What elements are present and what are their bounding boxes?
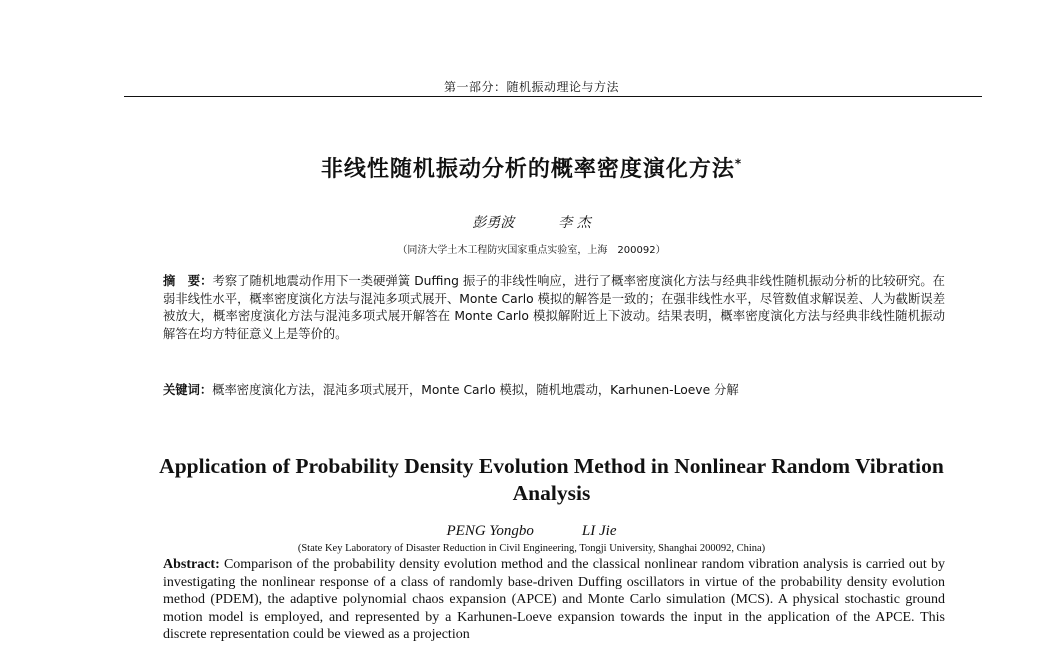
title-footnote-mark: * xyxy=(734,156,743,171)
chinese-keywords xyxy=(163,382,945,399)
english-title: Application of Probability Density Evolution Method in Nonlinear Random Vibration Analysis xyxy=(159,454,944,505)
english-author-1: PENG Yongbo xyxy=(446,523,534,539)
chinese-author-1: 彭勇波 xyxy=(472,215,515,231)
chinese-abstract-text: 考察了随机地震动作用下一类硬弹簧 Duffing 振子的非线性响应，进行了概率密度演化方法与经典非线性随机振动分析的比较研究。在弱非线性水平，概率密度演化方法与混沌多项式展开、Monte Carlo 模拟的解答是一致的；在强非线性水平，尽管数值求解误差、人为截断误差被放大，概率密度演化方法与混沌多项式展开解答在 Monte Carlo 模拟解附近上下波动。结果表明，概率密度演化方法与经典非线性随机振动解答在均方特征意义上是等价的。 xyxy=(163,274,945,341)
chinese-keywords-label: 关键词： xyxy=(163,383,213,397)
english-authors xyxy=(0,523,1063,540)
english-abstract-text: Comparison of the probability density evolution method and the classical nonlinear random vibration analysis is carried out by investigating the nonlinear response of a class of randomly base-driven Duffing oscillators in virtue of the probability density evolution method (PDEM), the adaptive polynomial chaos expansion (APCE) and Monte Carlo simulation (MCS). A physical stochastic ground motion model is employed, and represented by a Karhunen-Loeve expansion towards the input in the application of the APCE. This discrete representation could be viewed as a projection xyxy=(163,557,945,642)
running-header: 第一部分：随机振动理论与方法 xyxy=(443,80,619,94)
chinese-title xyxy=(0,152,1063,183)
english-author-2: LI Jie xyxy=(581,523,617,539)
chinese-abstract-label: 摘 要： xyxy=(163,274,213,288)
chinese-authors xyxy=(0,212,1063,232)
english-abstract xyxy=(163,556,945,644)
chinese-affiliation: （同济大学土木工程防灾国家重点实验室，上海 200092） xyxy=(397,245,666,256)
chinese-title-text: 非线性随机振动分析的概率密度演化方法 xyxy=(320,157,735,182)
english-abstract-label: Abstract: xyxy=(163,557,220,572)
chinese-author-2: 李 杰 xyxy=(558,215,591,231)
chinese-keywords-text: 概率密度演化方法，混沌多项式展开，Monte Carlo 模拟，随机地震动，Karhunen-Loeve 分解 xyxy=(212,383,739,397)
chinese-abstract xyxy=(163,273,945,343)
header-rule xyxy=(124,96,982,97)
english-affiliation: (State Key Laboratory of Disaster Reduction in Civil Engineering, Tongji University, Shanghai 200092, China) xyxy=(297,543,766,554)
